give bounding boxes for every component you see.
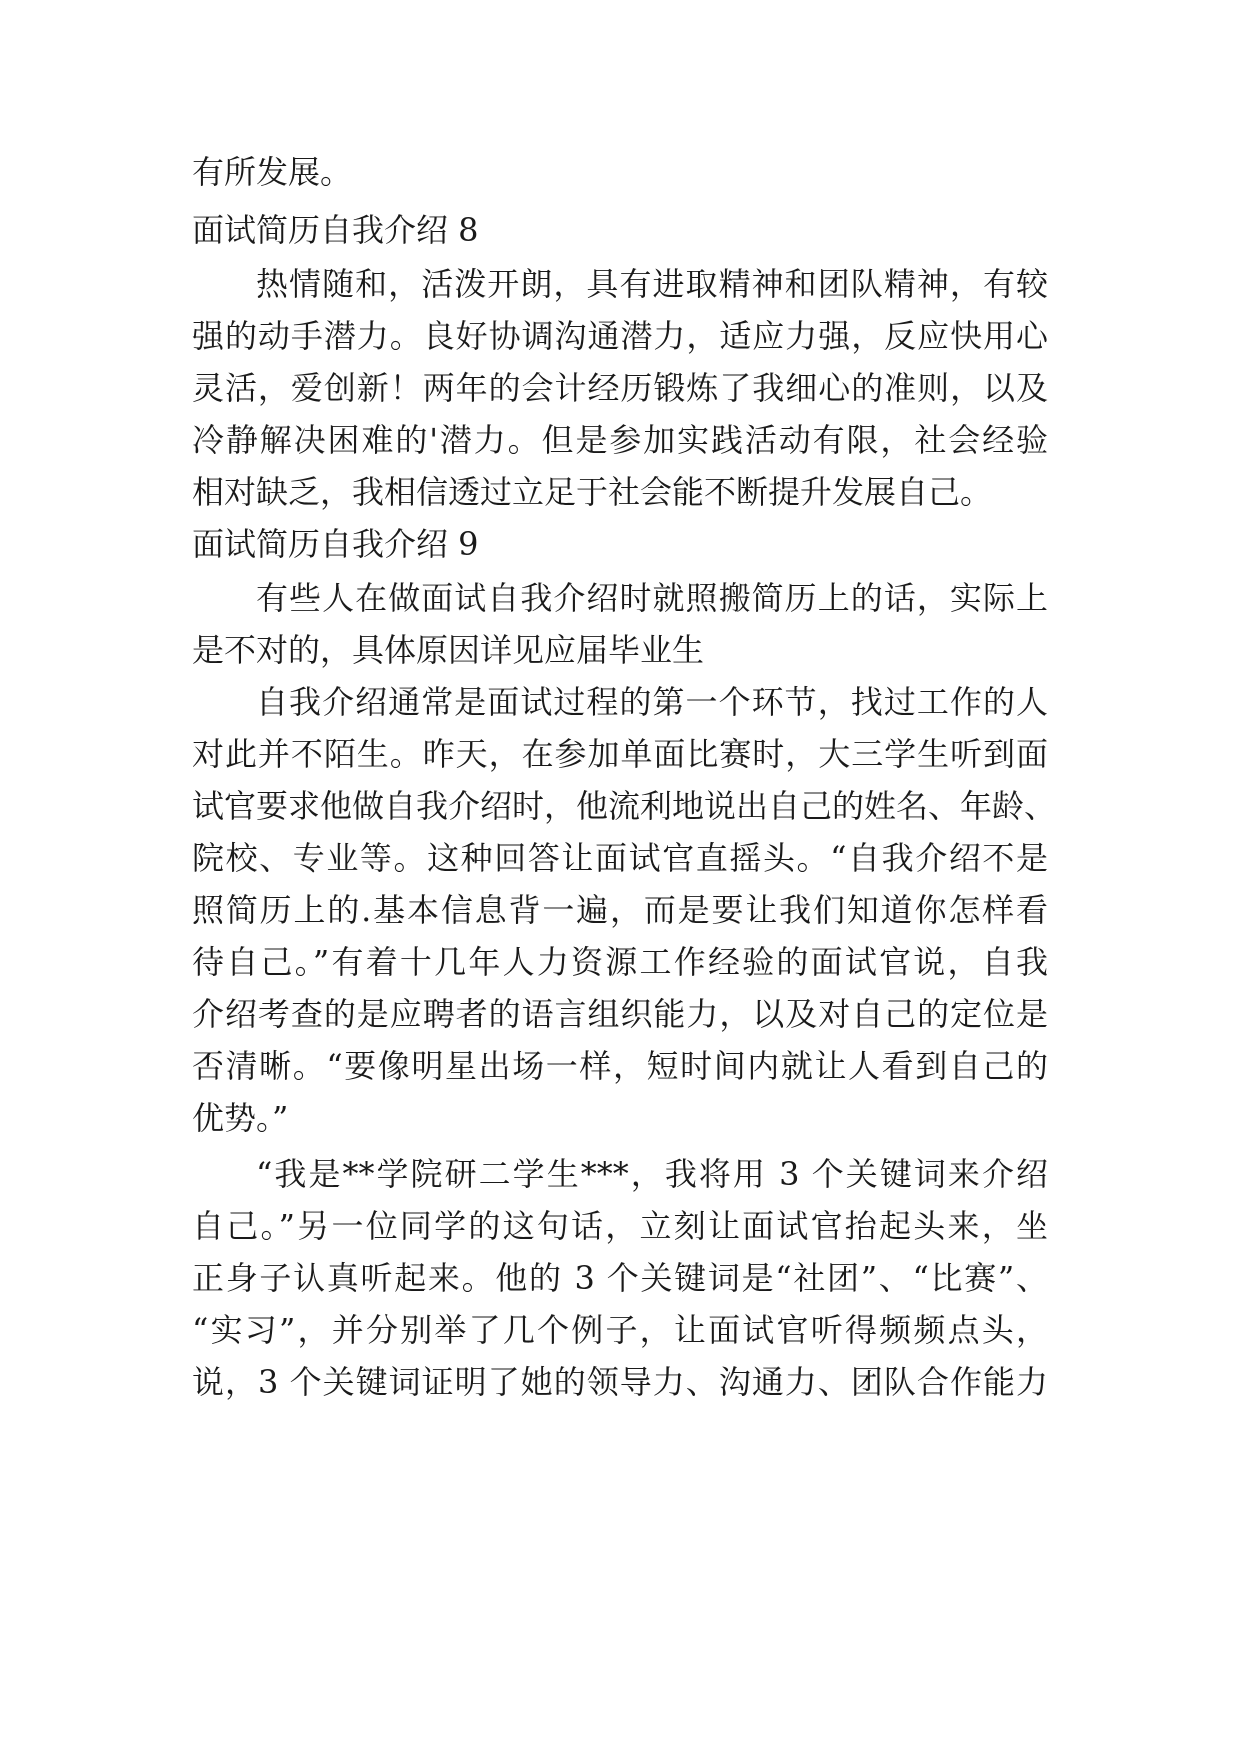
- paragraph-line: 优势。”: [192, 1099, 289, 1137]
- paragraph-line: 正身子认真听起来。他的 3 个关键词是“社团”、“比赛”、: [192, 1259, 1048, 1297]
- paragraph-line: 自我介绍通常是面试过程的第一个环节，找过工作的人: [256, 683, 1048, 721]
- paragraph-line: 冷静解决困难的'潜力。但是参加实践活动有限，社会经验: [192, 421, 1048, 459]
- paragraph-line: 是不对的，具体原因详见应届毕业生: [192, 631, 705, 669]
- paragraph-line: 强的动手潜力。良好协调沟通潜力，适应力强，反应快用心: [192, 317, 1048, 355]
- paragraph-line: 照简历上的.基本信息背一遍，而是要让我们知道你怎样看: [192, 891, 1048, 929]
- paragraph-line: 介绍考查的是应聘者的语言组织能力，以及对自己的定位是: [192, 995, 1048, 1033]
- paragraph-line: 灵活，爱创新！两年的会计经历锻炼了我细心的准则，以及: [192, 369, 1048, 407]
- paragraph-line: “实习”，并分别举了几个例子，让面试官听得频频点头，: [192, 1311, 1048, 1349]
- section-heading: 面试简历自我介绍 8: [192, 211, 479, 249]
- paragraph-line: 对此并不陌生。昨天，在参加单面比赛时，大三学生听到面: [192, 735, 1048, 773]
- paragraph-line: 试官要求他做自我介绍时，他流利地说出自己的姓名、年龄、: [192, 787, 1057, 825]
- paragraph-line: 自己。”另一位同学的这句话，立刻让面试官抬起头来，坐: [192, 1207, 1048, 1245]
- paragraph-line: 院校、专业等。这种回答让面试官直摇头。“自我介绍不是: [192, 839, 1048, 877]
- paragraph-line: “我是**学院研二学生***，我将用 3 个关键词来介绍: [256, 1155, 1048, 1193]
- paragraph-line: 说，3 个关键词证明了她的领导力、沟通力、团队合作能力: [192, 1363, 1048, 1401]
- section-heading: 面试简历自我介绍 9: [192, 525, 479, 563]
- paragraph-line: 待自己。”有着十几年人力资源工作经验的面试官说，自我: [192, 943, 1048, 981]
- paragraph-line: 相对缺乏，我相信透过立足于社会能不断提升发展自己。: [192, 473, 993, 511]
- paragraph-line: 有所发展。: [192, 153, 353, 191]
- paragraph-line: 有些人在做面试自我介绍时就照搬简历上的话，实际上: [256, 579, 1048, 617]
- paragraph-line: 否清晰。“要像明星出场一样，短时间内就让人看到自己的: [192, 1047, 1048, 1085]
- paragraph-line: 热情随和，活泼开朗，具有进取精神和团队精神，有较: [256, 265, 1048, 303]
